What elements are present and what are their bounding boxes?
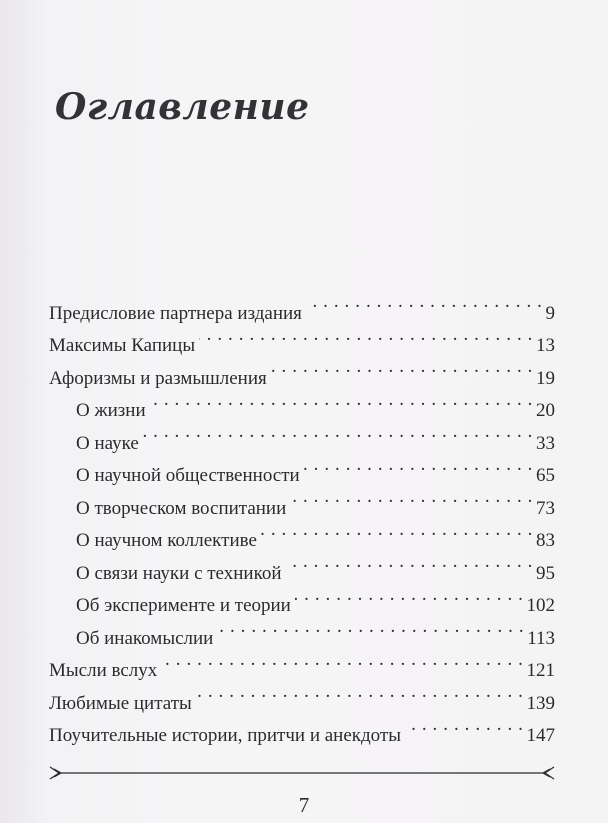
page-title: Оглавление [55, 86, 310, 128]
toc-entry-label: Афоризмы и размышления [49, 367, 267, 389]
dot-leader [150, 384, 533, 417]
toc-entry[interactable] [49, 286, 555, 324]
dot-leader [286, 546, 533, 579]
toc-entry-page: 73 [536, 497, 555, 519]
dot-leader [161, 644, 523, 677]
dot-leader [405, 709, 524, 742]
toc-entry-page: 95 [536, 562, 555, 584]
toc-entry-label: Об эксперименте и теории [76, 595, 291, 616]
dot-leader [304, 449, 533, 482]
dot-leader [196, 676, 524, 709]
page-number: 7 [298, 793, 310, 817]
toc-entry-label: Предисловие партнера издания [49, 302, 302, 324]
toc-entry-page: 33 [536, 432, 555, 454]
toc-entry-label: О науке [76, 432, 139, 454]
toc-entry-label: Мысли вслух [49, 660, 158, 681]
toc-entry-label: О связи науки с техникой [76, 562, 282, 584]
toc-entry-page: 102 [526, 595, 555, 616]
dot-leader [306, 286, 543, 319]
toc-entry-label: О творческом воспитании [76, 497, 287, 519]
dot-leader [217, 611, 524, 644]
toc-entry-page: 139 [526, 692, 555, 714]
toc-entry-label: О научном коллективе [76, 530, 257, 551]
dot-leader [143, 416, 533, 449]
toc-entry-page: 9 [545, 302, 555, 324]
toc-entry-label: Максимы Капицы [49, 335, 196, 356]
toc-entry-page: 83 [536, 530, 555, 551]
toc-entry-page: 20 [536, 400, 555, 421]
toc-entry-page: 147 [526, 725, 555, 746]
toc-entry-page: 13 [536, 335, 555, 356]
dot-leader [295, 579, 524, 612]
toc-entry-label: Любимые цитаты [49, 692, 192, 714]
toc-entry-page: 19 [536, 367, 555, 389]
toc-entry-page: 113 [527, 627, 555, 649]
table-of-contents [49, 286, 555, 746]
toc-entry-page: 65 [536, 465, 555, 486]
dot-leader [199, 319, 533, 352]
dot-leader [290, 481, 533, 514]
toc-entry-label: Об инакомыслии [76, 627, 214, 649]
toc-entry-label: О жизни [76, 400, 146, 421]
dot-leader [261, 514, 533, 547]
ornamental-divider [49, 763, 555, 783]
toc-entry-page: 121 [526, 660, 555, 681]
toc-entry-label: О научной общественности [76, 465, 300, 486]
toc-entry-label: Поучительные истории, притчи и анекдоты [49, 725, 401, 746]
dot-leader [271, 351, 533, 384]
